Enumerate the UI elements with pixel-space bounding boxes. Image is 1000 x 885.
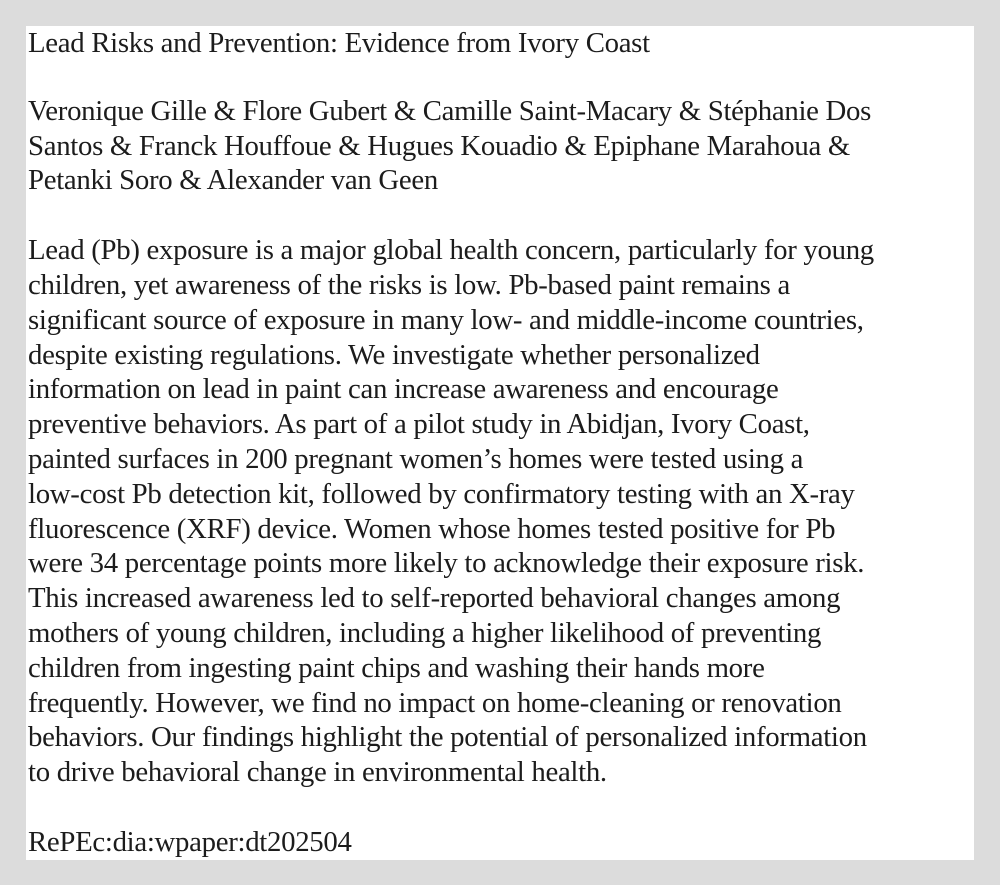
abstract-line: children, yet awareness of the risks is low. Pb-based paint remains a — [28, 268, 790, 301]
abstract-line: Lead (Pb) exposure is a major global health concern, particularly for young — [28, 234, 874, 267]
abstract-line: fluorescence (XRF) device. Women whose homes tested positive for Pb — [28, 512, 836, 545]
abstract-line: painted surfaces in 200 pregnant women’s homes were tested using a — [28, 442, 804, 475]
repec-handle: RePEc:dia:wpaper:dt202504 — [28, 825, 352, 858]
author-line: Santos & Franck Houffoue & Hugues Kouadio & Epiphane Marahoua & — [28, 129, 850, 162]
abstract-line: This increased awareness led to self-reported behavioral changes among — [28, 582, 841, 615]
abstract-line: despite existing regulations. We investigate whether personalized — [28, 338, 760, 371]
abstract-line: behaviors. Our findings highlight the potential of personalized information — [28, 721, 867, 754]
abstract-line: were 34 percentage points more likely to acknowledge their exposure risk. — [28, 547, 865, 580]
paper-title: Lead Risks and Prevention: Evidence from Ivory Coast — [28, 27, 650, 59]
author-line: Petanki Soro & Alexander van Geen — [28, 164, 438, 197]
abstract-line: frequently. However, we find no impact on home-cleaning or renovation — [28, 686, 842, 719]
author-line: Veronique Gille & Flore Gubert & Camille Saint-Macary & Stéphanie Dos — [28, 94, 872, 127]
abstract-line: significant source of exposure in many low- and middle-income countries, — [28, 303, 864, 336]
abstract-line: children from ingesting paint chips and washing their hands more — [28, 651, 765, 684]
abstract-line: mothers of young children, including a higher likelihood of preventing — [28, 616, 822, 649]
author-list — [28, 94, 988, 198]
document-page — [26, 26, 974, 860]
abstract-line: low-cost Pb detection kit, followed by confirmatory testing with an X-ray — [28, 477, 855, 510]
document-text — [28, 26, 988, 860]
abstract-line: preventive behaviors. As part of a pilot study in Abidjan, Ivory Coast, — [28, 408, 810, 441]
abstract-line: information on lead in paint can increase awareness and encourage — [28, 373, 779, 406]
abstract — [28, 233, 988, 790]
abstract-line: to drive behavioral change in environmental health. — [28, 756, 607, 789]
